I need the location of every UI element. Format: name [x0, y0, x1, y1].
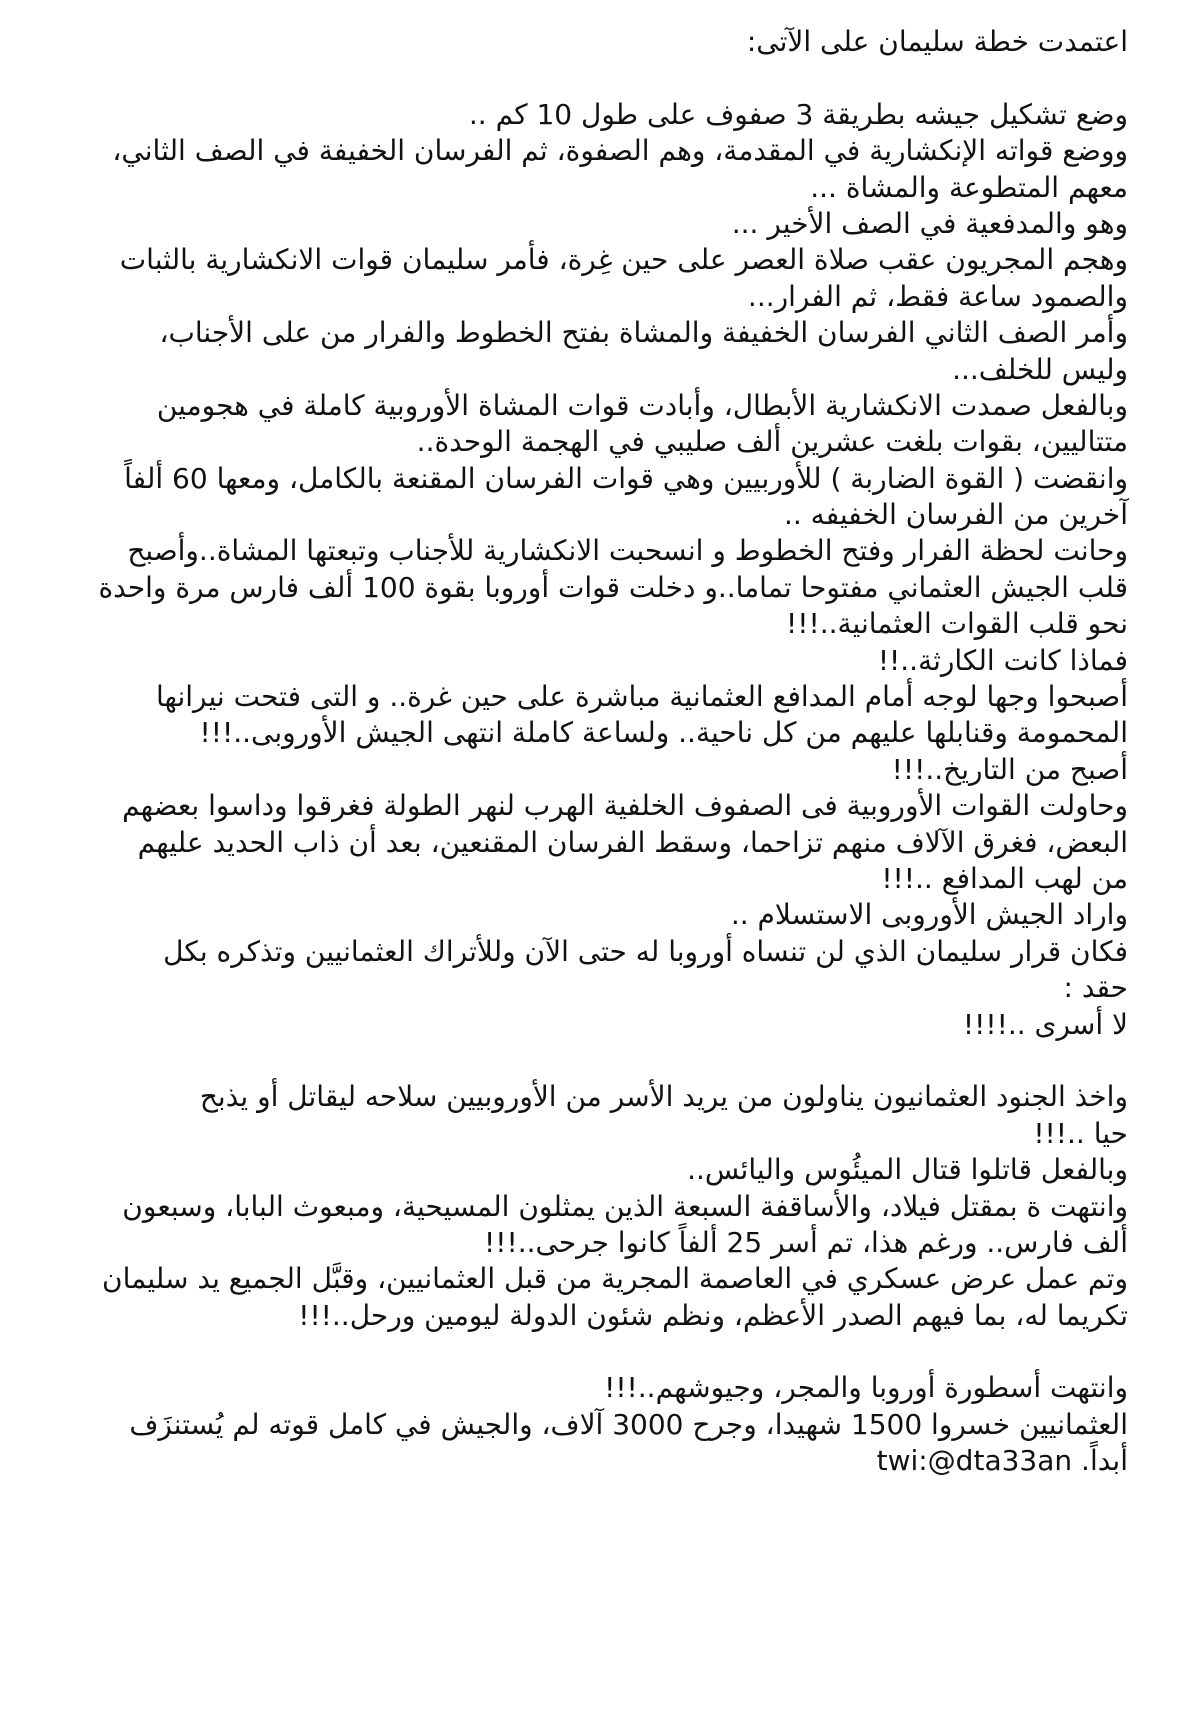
text-line: وحاولت القوات الأوروبية فى الصفوف الخلفية الهرب لنهر الطولة فغرقوا وداسوا بعضهم: [122, 789, 1128, 823]
text-line: واراد الجيش الأوروبى الاستسلام ..: [730, 898, 1128, 932]
text-line: أصبح من التاريخ..!!!: [891, 752, 1128, 786]
text-line: آخرين من الفرسان الخفيفه ..: [783, 498, 1128, 532]
text-line: أصبحوا وجها لوجه أمام المدافع العثمانية مباشرة على حين غرة.. و التى فتحت نيرانها: [156, 680, 1128, 714]
blank-line: [70, 60, 1128, 96]
blank-line: [70, 1043, 1128, 1079]
text-line: وحانت لحظة الفرار وفتح الخطوط و انسحبت الانكشارية للأجناب وتبعتها المشاة..وأصبح: [127, 534, 1128, 568]
blank-line: [70, 1334, 1128, 1370]
text-line: وليس للخلف...: [952, 352, 1128, 386]
text-line: حقد :: [1063, 971, 1128, 1005]
text-line: ألف فارس.. ورغم هذا، تم أسر 25 ألفاً كانوا جرحى..!!!: [484, 1225, 1128, 1259]
text-line: ووضع قواته الإنكشارية في المقدمة، وهم الصفوة، ثم الفرسان الخفيفة في الصف الثاني،: [112, 134, 1128, 168]
article-text: [70, 24, 1128, 1443]
text-line: وانتهت ة بمقتل فيلاد، والأساقفة السبعة الذين يمثلون المسيحية، ومبعوث البابا، وسبعون: [122, 1189, 1128, 1223]
text-line: وأمر الصف الثاني الفرسان الخفيفة والمشاة بفتح الخطوط والفرار من على الأجناب،: [159, 316, 1128, 350]
text-line: اعتمدت خطة سليمان على الآتى:: [746, 25, 1128, 58]
text-line: حيا ..!!!: [1033, 1116, 1128, 1150]
text-line: وهو والمدفعية في الصف الأخير ...: [731, 206, 1128, 240]
text-line: فكان قرار سليمان الذي لن تنساه أوروبا له حتى الآن وللأتراك العثمانيين وتذكره بكل: [163, 934, 1128, 968]
text-line: لا أسرى ..!!!!: [962, 1007, 1128, 1041]
text-line: والصمود ساعة فقط، ثم الفرار...: [747, 279, 1128, 313]
text-line: وضع تشكيل جيشه بطريقة 3 صفوف على طول 10 كم ..: [468, 97, 1128, 131]
text-line: المحمومة وقنابلها عليهم من كل ناحية.. ولساعة كاملة انتهى الجيش الأوروبى..!!!: [199, 716, 1128, 750]
text-line: وبالفعل قاتلوا قتال الميئُوس واليائس..: [687, 1153, 1128, 1187]
text-line: وتم عمل عرض عسكري في العاصمة المجرية من قبل العثمانيين، وقبَّل الجميع يد سليمان: [102, 1262, 1128, 1296]
text-line: وانتهت أسطورة أوروبا والمجر، وجيوشهم..!!!: [604, 1371, 1128, 1405]
text-line: العثمانيين خسروا 1500 شهيدا، وجرح 3000 آلاف، والجيش في كامل قوته لم يُستنزَف: [129, 1407, 1128, 1441]
text-line: قلب الجيش العثماني مفتوحا تماما..و دخلت قوات أوروبا بقوة 100 ألف فارس مرة واحدة: [98, 570, 1128, 604]
text-line: نحو قلب القوات العثمانية..!!!: [786, 607, 1128, 641]
text-line: تكريما له، بما فيهم الصدر الأعظم، ونظم شئون الدولة ليومين ورحل..!!!: [298, 1298, 1128, 1332]
text-line: واخذ الجنود العثمانيون يناولون من يريد الأسر من الأوروبيين سلاحه ليقاتل أو يذبح: [199, 1080, 1128, 1114]
text-line: متتاليين، بقوات بلغت عشرين ألف صليبي في الهجمة الوحدة..: [416, 425, 1128, 459]
text-line: وهجم المجريون عقب صلاة العصر على حين غِرة، فأمر سليمان قوات الانكشارية بالثبات: [119, 243, 1128, 277]
text-line: فماذا كانت الكارثة..!!: [877, 643, 1128, 677]
article-last-line: [70, 1443, 1128, 1479]
last-line-text: أبداً.: [1081, 1444, 1128, 1478]
twitter-handle: twi:@dta33an: [876, 1444, 1073, 1478]
text-line: وبالفعل صمدت الانكشارية الأبطال، وأبادت قوات المشاة الأوروبية كاملة في هجومين: [156, 388, 1128, 422]
text-line: وانقضت ( القوة الضاربة ) للأوربيين وهي قوات الفرسان المقنعة بالكامل، ومعها 60 ألفاً: [124, 461, 1128, 495]
text-line: من لهب المدافع ..!!!: [881, 861, 1128, 895]
text-line: معهم المتطوعة والمشاة ...: [810, 170, 1128, 204]
text-line: البعض، فغرق الآلاف منهم تزاحما، وسقط الفرسان المقنعين، بعد أن ذاب الحديد عليهم: [137, 825, 1128, 859]
